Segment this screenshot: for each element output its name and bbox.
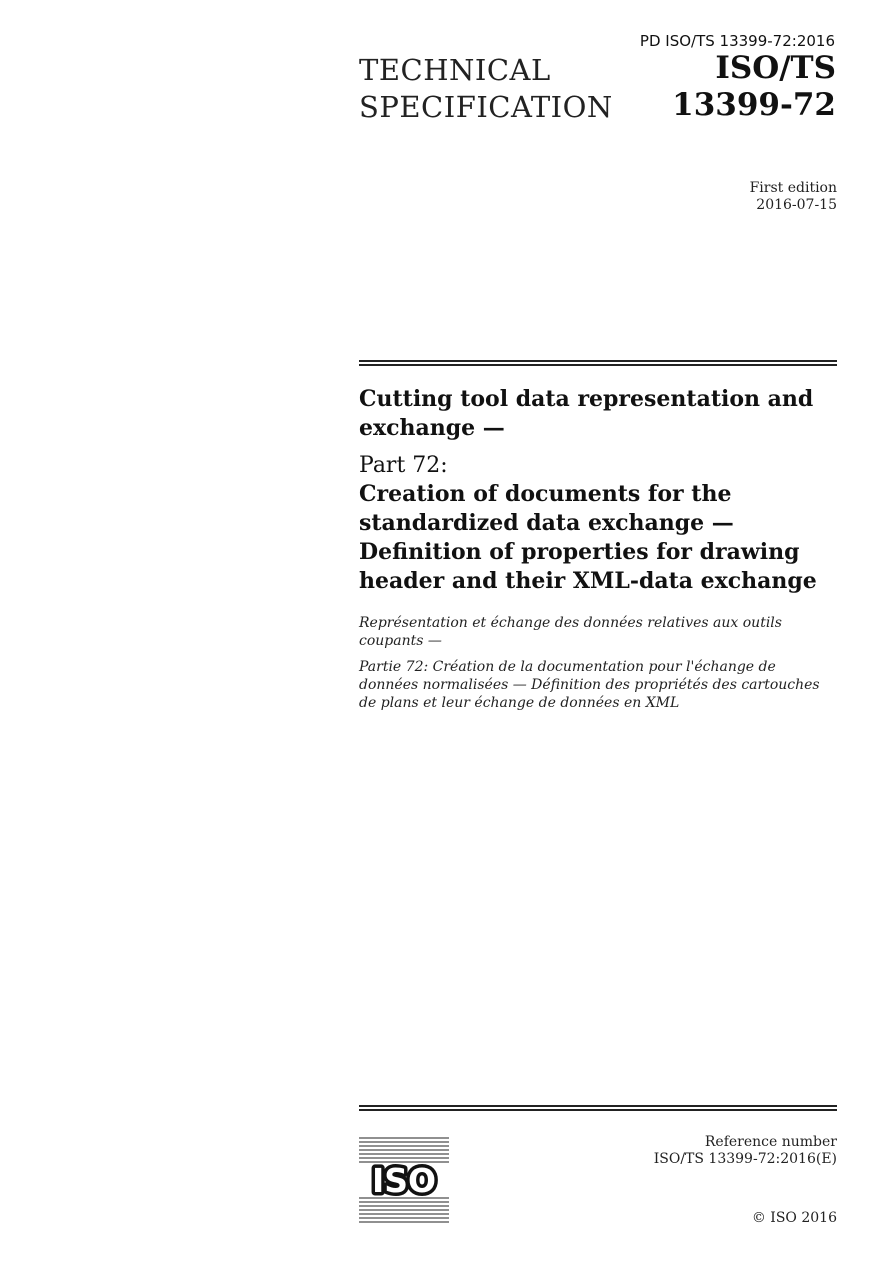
document-type-line1: TECHNICAL: [359, 53, 551, 87]
document-number: [672, 50, 836, 124]
part-label: Part 72:: [359, 453, 448, 478]
pd-reference: PD ISO/TS 13399-72:2016: [639, 32, 835, 50]
document-type: [359, 52, 613, 126]
reference-number: ISO/TS 13399-72:2016(E): [653, 1151, 837, 1167]
french-main-title: Représentation et échange des données relatives aux outils coupants —: [359, 615, 782, 649]
document-type-line2: SPECIFICATION: [359, 90, 613, 124]
iso-logo-text: ISO: [371, 1161, 437, 1200]
document-number-line1: ISO/TS: [715, 50, 836, 86]
part-title: Creation of documents for the standardized data exchange — Definition of properties for drawing header and their XML-data exchange: [359, 481, 817, 594]
title-block: [359, 385, 837, 712]
main-title: Cutting tool data representation and exchange —: [359, 386, 814, 441]
edition-label: First edition: [749, 180, 837, 196]
iso-logo-icon: [359, 1136, 449, 1224]
edition-info: [750, 180, 837, 214]
edition-date: 2016-07-15: [756, 197, 837, 213]
copyright-notice: © ISO 2016: [751, 1210, 837, 1226]
title-divider-top: [359, 360, 837, 366]
document-number-line2: 13399-72: [672, 87, 836, 123]
reference-block: [654, 1134, 837, 1168]
french-part-title: Partie 72: Création de la documentation pour l'échange de données normalisées — Définition des propriétés des cartouches de plans et leur échange de données en XML: [359, 659, 820, 711]
footer-divider: [359, 1105, 837, 1111]
reference-label: Reference number: [704, 1134, 837, 1150]
